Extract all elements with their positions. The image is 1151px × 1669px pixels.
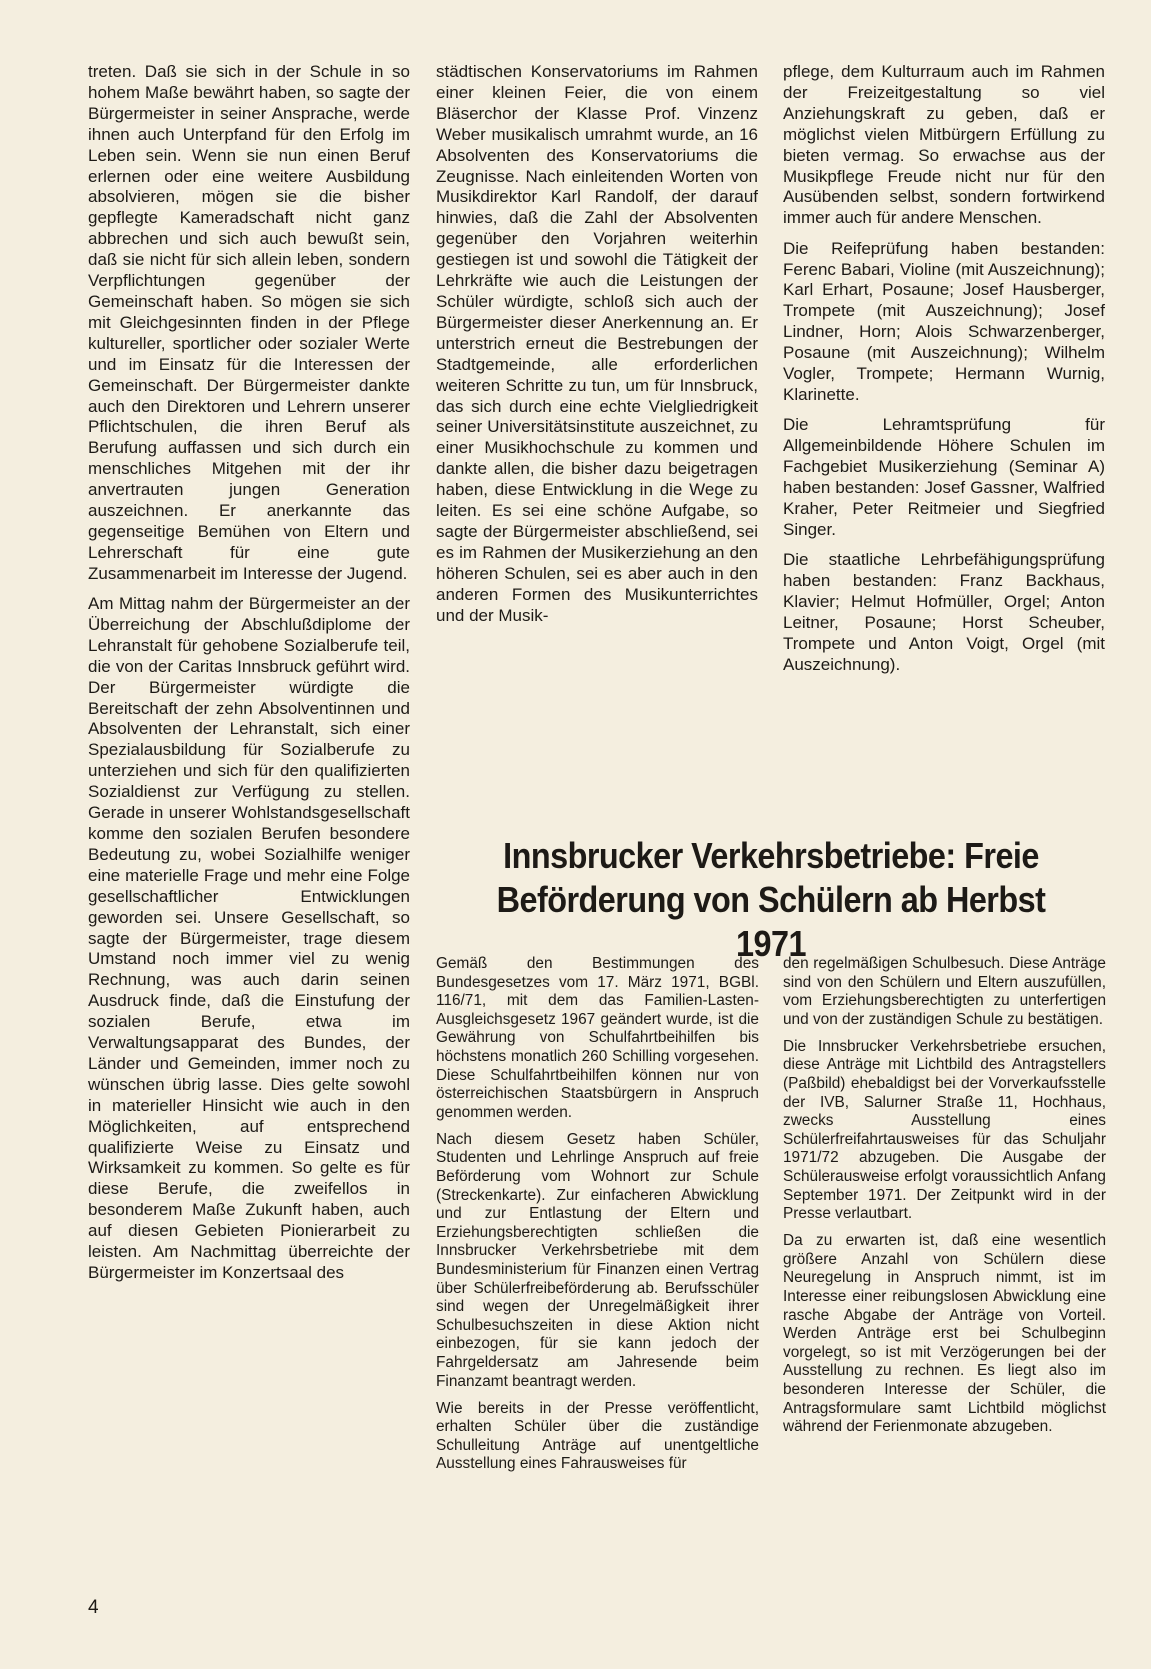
paragraph: den regelmäßigen Schulbesuch. Diese Anträge sind von den Schülern und Eltern auszufüllen, vom Erziehungsberechtigten zu unterfertigen und von der zuständigen Schule zu bestätigen. bbox=[783, 955, 1106, 1028]
paragraph: Nach diesem Gesetz haben Schüler, Studenten und Lehrlinge Anspruch auf freie Beförderung vom Wohnort zur Schule (Streckenkarte). Zur einfacheren Abwicklung und zur Entlastung der Eltern und Erziehungsberechtigten schließen die Innsbrucker Verkehrsbetriebe mit dem Bundesministerium für Finanzen einen Vertrag über Schülerfreibeförderung ab. Berufsschüler sind wegen der Unregelmäßigkeit ihrer Schulbesuchszeiten in diese Aktion nicht einbezogen, für sie kann jedoch der Fahrgeldersatz am Jahresende beim Finanzamt beantragt werden. bbox=[436, 1130, 759, 1390]
article-column-2 bbox=[783, 955, 1106, 1445]
paragraph: Da zu erwarten ist, daß eine wesentlich größere Anzahl von Schülern diese Neuregelung in Anspruch nimmt, ist im Interesse einer reibungslosen Abwicklung eine rasche Abgabe der Anträge von Vorteil. Werden Anträge erst bei Schulbeginn vorgelegt, so ist mit Verzögerungen bei der Ausstellung zu rechnen. Es liegt also im besonderen Interesse der Schüler, die Antragsformulare samt Lichtbild möglichst während der Ferienmonate abzugeben. bbox=[783, 1232, 1106, 1436]
paragraph: Die Reifeprüfung haben bestanden: Ferenc Babari, Violine (mit Auszeichnung); Karl Erhart, Posaune; Josef Hausberger, Trompete (mit Auszeichnung); Josef Lindner, Horn; Alois Schwarzenberger, Posaune (mit Auszeichnung); Wilhelm Vogler, Trompete; Hermann Wurnig, Klarinette. bbox=[783, 238, 1105, 404]
paragraph: Am Mittag nahm der Bürgermeister an der Überreichung der Abschlußdiplome der Lehranstalt für gehobene Sozialberufe teil, die von der Caritas Innsbruck geführt wird. Der Bürgermeister würdigte die Bereitschaft der zehn Absolventinnen und Absolventen der Lehranstalt, sich einer Spezialausbildung für Sozialberufe zu unterziehen und sich für den qualifizierten Sozialdienst zur Verfügung zu stellen. Gerade in unserer Wohlstandsgesellschaft komme den sozialen Berufen besondere Bedeutung zu, wobei Sozialhilfe weniger eine materielle Frage und mehr eine Folge gesellschaftlicher Entwicklungen geworden sei. Unsere Gesellschaft, so sagte der Bürgermeister, trage diesem Umstand noch immer viel zu wenig Rechnung, was auch darin seinen Ausdruck finde, daß die Einstufung der sozialen Berufe, etwa im Verwaltungsapparat des Bundes, der Länder und Gemeinden, immer noch zu wünschen übrig lasse. Dies gelte sowohl in materieller Hinsicht wie auch in den Möglichkeiten, auf entsprechend qualifizierte Weise zu Einsatz und Wirksamkeit zu kommen. So gelte es für diese Berufe, die zweifellos in besonderem Maße Zukunft haben, auch auf diesen Gebieten Pionierarbeit zu leisten. Am Nachmittag überreichte der Bürgermeister im Konzertsaal des bbox=[88, 594, 410, 1282]
paragraph: pflege, dem Kulturraum auch im Rahmen der Freizeitgestaltung so viel Anziehungskraft zu geben, daß er möglichst vielen Mitbürgern Erfüllung zu bieten vermag. So erwachse aus der Musikpflege Freude nicht nur für den Ausübenden selbst, sondern fortwirkend immer auch für andere Menschen. bbox=[783, 62, 1105, 228]
column-3 bbox=[783, 62, 1105, 685]
headline-line-1: Innsbrucker Verkehrsbetriebe: Freie bbox=[503, 835, 1039, 876]
article-headline bbox=[470, 834, 1073, 966]
paragraph: Die staatliche Lehrbefähigungsprüfung haben bestanden: Franz Backhaus, Klavier; Helmut Hofmüller, Orgel; Anton Leitner, Posaune; Horst Scheuber, Trompete und Anton Voigt, Orgel (mit Auszeichnung). bbox=[783, 549, 1105, 674]
paragraph: Die Lehramtsprüfung für Allgemeinbildende Höhere Schulen im Fachgebiet Musikerziehung (Seminar A) haben bestanden: Josef Gassner, Walfried Kraher, Peter Reitmeier und Siegfried Singer. bbox=[783, 415, 1105, 539]
column-1 bbox=[88, 62, 410, 1293]
page-number: 4 bbox=[88, 1597, 99, 1618]
article-column-1 bbox=[436, 955, 759, 1482]
paragraph: Die Innsbrucker Verkehrsbetriebe ersuchen, diese Anträge mit Lichtbild des Antragstellers (Paßbild) ehebaldigst bei der Vorverkaufsstelle der IVB, Salurner Straße 11, Hochhaus, zwecks Ausstellung eines Schülerfreifahrtausweises für das Schuljahr 1971/72 abzugeben. Die Ausgabe der Schülerausweise erfolgt voraussichtlich Anfang September 1971. Der Zeitpunkt wird in der Presse verlautbart. bbox=[783, 1037, 1106, 1223]
paragraph: städtischen Konservatoriums im Rahmen einer kleinen Feier, die von einem Bläserchor der Klasse Prof. Vinzenz Weber musikalisch umrahmt wurde, an 16 Absolventen des Konservatoriums die Zeugnisse. Nach einleitenden Worten von Musikdirektor Karl Randolf, der darauf hinwies, daß die Zahl der Absolventen gegenüber den Vorjahren weiterhin gestiegen ist und sowohl die Tätigkeit der Lehrkräfte wie auch die Leistungen der Schüler würdigte, schloß sich auch der Bürgermeister dieser Anerkennung an. Er unterstrich erneut die Bestrebungen der Stadtgemeinde, alle erforderlichen weiteren Schritte zu tun, um für Innsbruck, das sich durch eine echte Vielgliedrigkeit seiner Universitätsinstitute auszeichnet, zu einer Musikhochschule zu kommen und dankte allen, die bisher dazu beigetragen haben, diese Entwicklung in die Wege zu leiten. Es sei eine schöne Aufgabe, so sagte der Bürgermeister abschließend, sei es im Rahmen der Musikerziehung an den höheren Schulen, sei es aber auch in den anderen Formen des Musikunterrichtes und der Musik- bbox=[436, 62, 758, 625]
paragraph: Gemäß den Bestimmungen des Bundesgesetzes vom 17. März 1971, BGBl. 116/71, mit dem das Familien-Lasten-Ausgleichsgesetz 1967 geändert wurde, ist die Gewährung von Schulfahrtbeihilfen bis höchstens monatlich 260 Schilling vorgesehen. Diese Schulfahrtbeihilfen können nur von österreichischen Staatsbürgern in Anspruch genommen werden. bbox=[436, 955, 759, 1121]
paragraph: Wie bereits in der Presse veröffentlicht, erhalten Schüler über die zuständige Schulleitung Anträge auf unentgeltliche Ausstellung eines Fahrausweises für bbox=[436, 1399, 759, 1473]
column-2 bbox=[436, 62, 758, 636]
headline-line-2: Beförderung von Schülern ab Herbst 1971 bbox=[496, 879, 1046, 964]
paragraph: treten. Daß sie sich in der Schule in so hohem Maße bewährt haben, so sagte der Bürgermeister in seiner Ansprache, werde ihnen auch Unterpfand für den Erfolg im Leben sein. Wenn sie nun einen Beruf erlernen oder eine weitere Ausbildung absolvieren, mögen sie die bisher gepflegte Kameradschaft nicht ganz abbrechen und sich auch bewußt sein, daß sie nicht für sich allein leben, sondern Verpflichtungen gegenüber der Gemeinschaft haben. So mögen sie sich mit Gleichgesinnten finden in der Pflege kultureller, sportlicher oder sozialer Werte und im Einsatz für die Interessen der Gemeinschaft. Der Bürgermeister dankte auch den Direktoren und Lehrern unserer Pflichtschulen, die ihren Beruf als Berufung auffassen und sich durch ein menschliches Mitgehen mit der ihr anvertrauten jungen Generation auszeichnen. Er anerkannte das gegenseitige Bemühen von Eltern und Lehrerschaft für eine gute Zusammenarbeit im Interesse der Jugend. bbox=[88, 62, 410, 583]
